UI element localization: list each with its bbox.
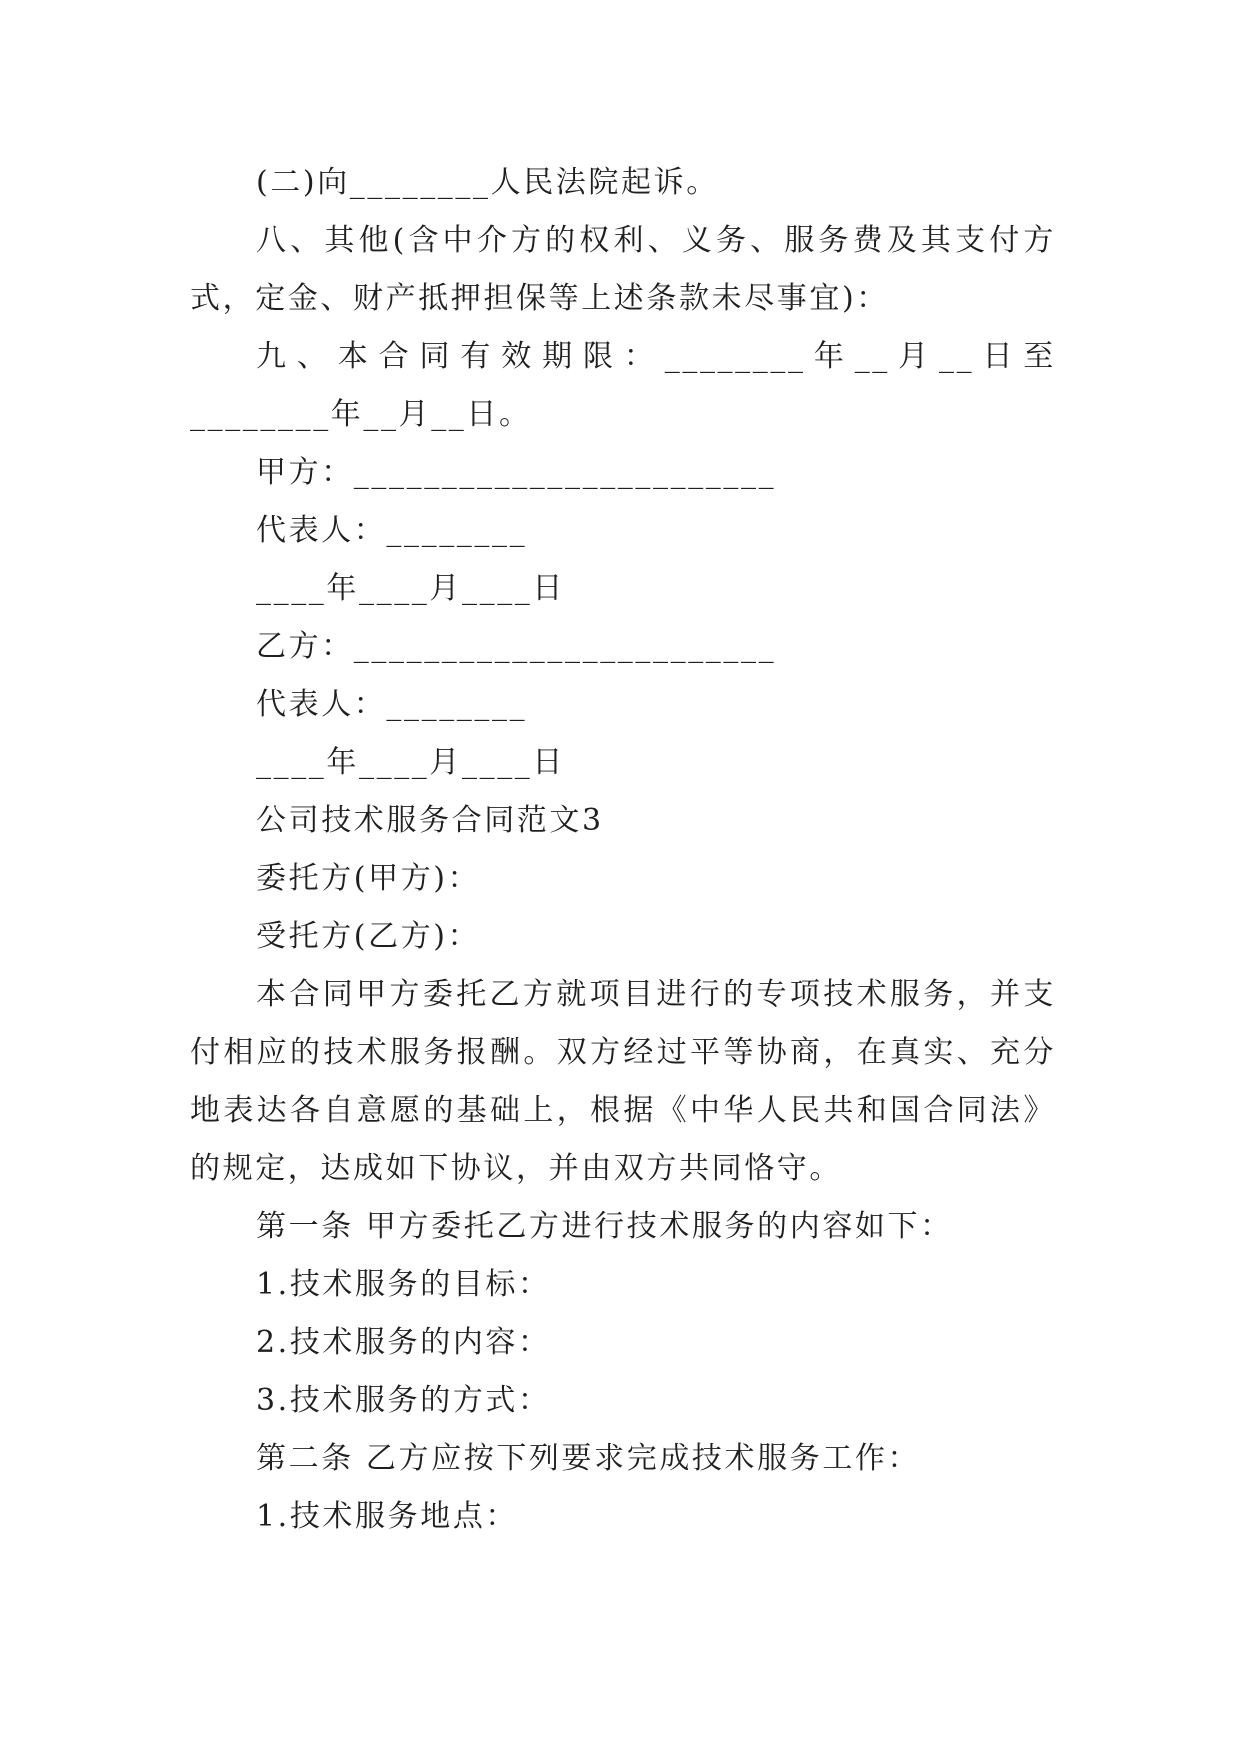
article-1-item-3: 3.技术服务的方式： (256, 1383, 551, 1418)
contractor-party-line: 受托方(乙方)： (256, 919, 481, 954)
contract-sample-title: 公司技术服务合同范文3 (256, 803, 604, 838)
article-2-item-1: 1.技术服务地点： (256, 1499, 519, 1534)
party-a-date-line: ____年____月____日 (256, 571, 565, 606)
party-b-line: 乙方：________________________ (256, 629, 777, 664)
party-a-line: 甲方：________________________ (256, 455, 777, 490)
paragraph-section-8-other: 八、其他(含中介方的权利、义务、服务费及其支付方式，定金、财产抵押担保等上述条款未尽事宜)： (190, 223, 1056, 316)
paragraph-contract-preamble: 本合同甲方委托乙方就项目进行的专项技术服务，并支付相应的技术服务报酬。双方经过平等协商，在真实、充分地表达各自意愿的基础上，根据《中华人民共和国合同法》的规定，达成如下协议，并由双方共同恪守。 (190, 977, 1056, 1186)
party-a-representative-line: 代表人：________ (256, 513, 528, 548)
article-1-item-1: 1.技术服务的目标： (256, 1267, 551, 1302)
article-2-heading: 第二条 乙方应按下列要求完成技术服务工作： (256, 1441, 921, 1476)
party-b-date-line: ____年____月____日 (256, 745, 565, 780)
paragraph-court-lawsuit: (二)向________人民法院起诉。 (256, 165, 719, 200)
client-party-line: 委托方(甲方)： (256, 861, 481, 896)
paragraph-section-9-validity: 九、本合同有效期限：________年__月__日至________年__月__日。 (190, 339, 1056, 432)
article-1-heading: 第一条 甲方委托乙方进行技术服务的内容如下： (256, 1209, 953, 1244)
article-1-item-2: 2.技术服务的内容： (256, 1325, 551, 1360)
party-b-representative-line: 代表人：________ (256, 687, 528, 722)
document-body (190, 154, 1056, 1546)
